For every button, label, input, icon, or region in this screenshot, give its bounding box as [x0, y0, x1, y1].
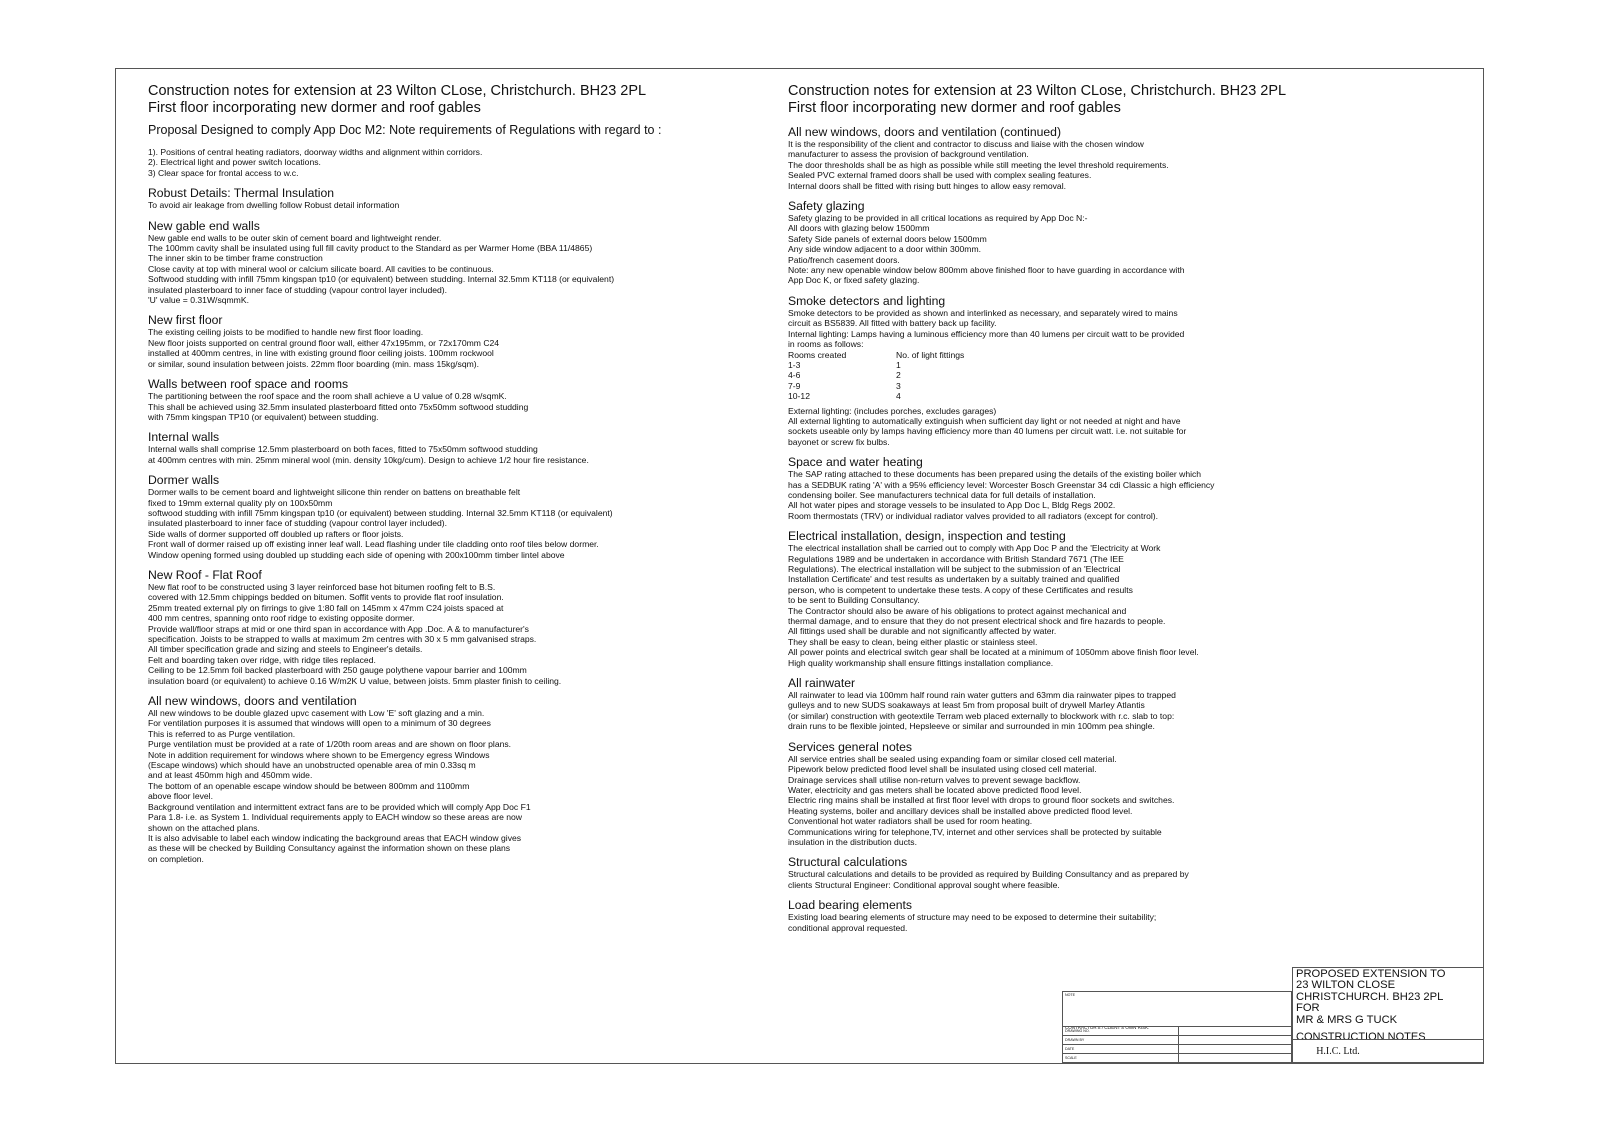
table-cell: 4: [896, 391, 901, 402]
section-line: conditional approval requested.: [788, 922, 908, 933]
section-line: at 400mm centres with min. 25mm mineral wool (min. density 10kg/cum). Design to achieve 1/2 hour fire resistance.: [148, 454, 589, 465]
notes-section: [148, 377, 748, 422]
section-line: (Escape windows) which should have an unobstructed openable area of min 0.33sq m: [148, 760, 476, 771]
table-cell: 1: [896, 359, 901, 370]
section-line: in rooms as follows:: [788, 339, 864, 350]
section-line: sockets useable only by lamps having efficiency more than 40 lumens per circuit watt. i.e. not suitable for: [788, 426, 1187, 437]
notes-section: [148, 568, 748, 686]
table-header-row: [788, 350, 1348, 360]
section-line: The SAP rating attached to these documents has been prepared using the details of the existing boiler which: [788, 469, 1202, 480]
section-line: Provide wall/floor straps at mid or one third span in accordance with App .Doc. A & to manufacturer's: [148, 623, 529, 634]
section-line: Background ventilation and intermittent extract fans are to be provided which will comply App Doc F1: [148, 801, 531, 812]
section-line: Patio/french casement doors.: [788, 254, 900, 265]
section-line: Ceiling to be 12.5mm foil backed plasterboard with 250 gauge polythene vapour barrier and 100mm: [148, 665, 527, 676]
section-line: Existing load bearing elements of structure may need to be exposed to determine their suitability;: [788, 912, 1157, 923]
notes-section: [148, 313, 748, 369]
section-line: The inner skin to be timber frame construction: [148, 253, 323, 264]
table-cell: 10-12: [788, 391, 810, 402]
notes-section: [788, 676, 1348, 732]
section-line: Communications wiring for telephone,TV, internet and other services shall be protected by suitable: [788, 826, 1162, 837]
section-line: insulation in the distribution ducts.: [788, 836, 917, 847]
grid-value: [1179, 1027, 1294, 1035]
left-column: [148, 83, 748, 864]
section-line: clients Structural Engineer: Conditional approval sought where feasible.: [788, 879, 1060, 890]
section-line: It is the responsibility of the client and contractor to discuss and liaise with the chosen window: [788, 139, 1144, 149]
project-box: [1292, 967, 1484, 1063]
section-line: Side walls of dormer supported off doubled up rafters or floor joists.: [148, 528, 404, 539]
section-line: installed at 400mm centres, in line with existing ground floor ceiling joists. 100mm rockwool: [148, 348, 494, 359]
section-line: and at least 450mm high and 450mm wide.: [148, 770, 313, 781]
section-heading: Load bearing elements: [788, 898, 912, 913]
section-line: or similar, sound insulation between joists. 22mm floor boarding (min. mass 15kg/sqm).: [148, 358, 480, 369]
section-line: Front wall of dormer raised up off existing inner leaf wall. Lead flashing under tile cladding onto roof tiles below dormer.: [148, 539, 599, 550]
section-line: To avoid air leakage from dwelling follow Robust detail information: [148, 200, 400, 211]
section-line: Smoke detectors to be provided as shown and interlinked as necessary, and separately wired to mains: [788, 307, 1178, 318]
section-line: Any side window adjacent to a door within 300mm.: [788, 244, 981, 255]
section-heading: Smoke detectors and lighting: [788, 293, 946, 308]
grid-value: [1179, 1054, 1294, 1062]
section-heading: Robust Details: Thermal Insulation: [148, 186, 335, 201]
grid-row: [1063, 1044, 1293, 1053]
section-line: insulated plasterboard to inner face of studding (vapour control layer included).: [148, 284, 448, 295]
section-heading: New first floor: [148, 313, 223, 328]
notes-section: [148, 473, 748, 560]
section-line: on completion.: [148, 853, 204, 864]
section-line: For ventilation purposes it is assumed that windows willl open to a minimum of 30 degrees: [148, 718, 491, 729]
table-row: [788, 370, 1348, 380]
section-line: circuit as BS5839. All fitted with battery back up facility.: [788, 318, 997, 329]
section-line: The 100mm cavity shall be insulated using full fill cavity product to the Standard as per Warmer Home (BBA 11/4865): [148, 243, 593, 254]
section-line: gulleys and to new SUDS soakaways at least 5m from proposal built of drywell Marley Atlantis: [788, 700, 1145, 711]
section-line: Note in addition requirement for windows where shown to be Emergency egress Windows: [148, 749, 490, 760]
table-cell: 4-6: [788, 370, 801, 381]
table-body: [788, 360, 1348, 402]
notes-section: [788, 199, 1348, 286]
project-line: FOR: [1296, 1002, 1320, 1015]
table-cell: 1-3: [788, 359, 801, 370]
right-sections: [788, 125, 1348, 350]
section-heading: Walls between roof space and rooms: [148, 377, 349, 392]
section-line: Structural calculations and details to be provided as required by Building Consultancy and as prepared by: [788, 869, 1189, 880]
project-line: PROPOSED EXTENSION TO: [1296, 968, 1446, 980]
section-line: Sealed PVC external framed doors shall be used with complex sealing features.: [788, 170, 1092, 181]
section-line: manufacturer to assess the provision of background ventilation.: [788, 149, 1029, 160]
section-line: specification. Joists to be strapped to walls at maximum 2m centres with 30 x 5 mm galvanised straps.: [148, 634, 537, 644]
notes-section: [788, 294, 1348, 350]
project-line: 23 WILTON CLOSE: [1296, 979, 1396, 992]
light-fittings-table: [788, 350, 1348, 402]
section-line: 400 mm centres, spanning onto roof ridge to existing opposite dormer.: [148, 613, 415, 624]
section-line: condensing boiler. See manufacturers technical data for full details of installation.: [788, 489, 1096, 500]
section-line: Heating systems, boiler and ancillary devices shall be installed above predicted flood level.: [788, 805, 1133, 816]
section-line: All external lighting to automatically extinguish when sufficient day light or not needed at night and have: [788, 415, 1181, 426]
page-title: Construction notes for extension at 23 Wilton CLose, Christchurch. BH23 2PL: [788, 83, 1287, 99]
section-line: Internal walls shall comprise 12.5mm plasterboard on both faces, fitted to 75x50mm softwood studding: [148, 444, 538, 455]
notes-section: [148, 430, 748, 465]
company-strip: [1293, 1039, 1483, 1062]
section-line: Felt and boarding taken over ridge, with ridge tiles replaced.: [148, 654, 376, 665]
table-header: No. of light fittings: [896, 349, 965, 360]
section-line: thermal damage, and to ensure that they do not present electrical shock and fire hazards to people.: [788, 616, 1166, 627]
section-heading: Space and water heating: [788, 455, 923, 470]
grid-row: [1063, 1053, 1293, 1062]
section-line: The door thresholds shall be as high as possible while still meeting the level threshold requirements.: [788, 159, 1169, 170]
section-line: Regulations). The electrical installation will be subject to the submission of an 'Electrical: [788, 564, 1121, 574]
section-line: (or similar) construction with geotextile Terram web placed externally to blockwork with r.c. slab to top:: [788, 710, 1175, 721]
section-line: Window opening formed using doubled up studding each side of opening with 200x100mm timber lintel above: [148, 549, 565, 560]
section-line: They shall be easy to clean, being either plastic or stainless steel.: [788, 636, 1038, 647]
section-line: person, who is competent to undertake these tests. A copy of these Certificates and results: [788, 584, 1133, 595]
section-line: New floor joists supported on central ground floor wall, either 47x195mm, or 72x170mm C24: [148, 337, 500, 348]
drawing-sheet: [115, 68, 1484, 1064]
section-line: Internal doors shall be fitted with rising butt hinges to allow easy removal.: [788, 180, 1067, 191]
section-line: This is referred to as Purge ventilation.: [148, 728, 296, 739]
section-line: Note: any new openable window below 800mm above finished floor to have guarding in accordance with: [788, 265, 1185, 276]
section-line: insulated plasterboard to inner face of studding (vapour control layer included).: [148, 518, 448, 529]
section-line: The existing ceiling joists to be modified to handle new first floor loading.: [148, 327, 424, 338]
section-heading: Structural calculations: [788, 855, 908, 870]
notes-section: [148, 694, 748, 864]
section-heading: All rainwater: [788, 676, 856, 691]
section-line: All new windows to be double glazed upvc casement with Low 'E' soft glazing and a min.: [148, 708, 485, 719]
section-line: Dormer walls to be cement board and lightweight silicone thin render on battens on breathable felt: [148, 487, 521, 498]
right-column: [788, 83, 1348, 933]
section-line: bayonet or screw fix bulbs.: [788, 436, 890, 447]
section-line: Conventional hot water radiators shall be used for room heating.: [788, 816, 1033, 827]
section-line: Safety Side panels of external doors below 1500mm: [788, 233, 987, 244]
table-header: Rooms created: [788, 349, 847, 360]
section-line: Para 1.8- i.e. as System 1. Individual requirements apply to EACH window so these areas are now: [148, 812, 523, 823]
section-heading: New gable end walls: [148, 218, 260, 233]
table-row: [788, 360, 1348, 370]
section-heading: Internal walls: [148, 430, 220, 445]
section-line: External lighting: (includes porches, excludes garages): [788, 405, 997, 416]
section-line: Purge ventilation must be provided at a rate of 1/20th room areas and are shown on floor plans.: [148, 739, 512, 750]
grid-value: [1179, 1045, 1294, 1053]
section-line: 25mm treated external ply on firrings to give 1:80 fall on 145mm x 47mm C24 joists spaced at: [148, 602, 504, 613]
section-line: All fittings used shall be durable and not significantly affected by water.: [788, 626, 1057, 637]
notes-section: [788, 740, 1348, 848]
page-subtitle: First floor incorporating new dormer and roof gables: [788, 100, 1121, 116]
proposal-item: 2). Electrical light and power switch locations.: [148, 157, 321, 168]
section-heading: Dormer walls: [148, 473, 220, 488]
section-line: All service entries shall be sealed using expanding foam or similar closed cell material.: [788, 753, 1117, 764]
grid-label: DATE: [1063, 1045, 1179, 1053]
section-heading: Safety glazing: [788, 199, 865, 214]
notes-heading: NOTE: [1065, 993, 1075, 997]
section-line: Safety glazing to be provided in all critical locations as required by App Doc N:-: [788, 213, 1088, 224]
section-line: above floor level.: [148, 791, 213, 802]
notes-section: [148, 186, 748, 210]
section-line: The partitioning between the roof space and the room shall achieve a U value of 0.28 w/sqmK.: [148, 391, 507, 402]
section-line: This shall be achieved using 32.5mm insulated plasterboard fitted onto 75x50mm softwood studding: [148, 401, 529, 412]
proposal-list: [148, 147, 748, 178]
project-line: CHRISTCHURCH. BH23 2PL: [1296, 990, 1444, 1003]
section-line: drain runs to be flexible jointed, Hepsleeve or similar and surrounded in min 100mm pea shingle.: [788, 721, 1155, 732]
grid-value: [1179, 1036, 1294, 1044]
notes-section: [788, 125, 1348, 191]
section-line: New flat roof to be constructed using 3 layer reinforced base hot bitumen roofing felt to B.S.: [148, 581, 496, 592]
section-heading: Electrical installation, design, inspection and testing: [788, 529, 1066, 544]
section-line: Water, electricity and gas meters shall be located above predicted flood level.: [788, 784, 1082, 795]
proposal-text: Proposal Designed to comply App Doc M2: Note requirements of Regulations with regard to :: [148, 123, 662, 137]
section-line: The electrical installation shall be carried out to comply with App Doc P and the 'Electricity at Work: [788, 543, 1161, 554]
grid-label: DRAWN BY: [1063, 1036, 1179, 1044]
section-line: All power points and electrical switch gear shall be located at a minimum of 1050mm above finish floor level.: [788, 647, 1199, 658]
section-line: to be sent to Building Consultancy.: [788, 595, 920, 606]
section-line: covered with 12.5mm chippings bedded on bitumen. Soffit vents to provide flat roof insulation.: [148, 592, 504, 603]
grid-label: DRAWING NO.: [1063, 1027, 1179, 1035]
section-line: insulation board (or equivalent) to achieve 0.16 W/m2K U value, between joists. 5mm plaster finish to ceiling.: [148, 675, 562, 686]
notes-section: [148, 219, 748, 306]
grid-label: SCALE: [1063, 1054, 1179, 1062]
table-row: [788, 381, 1348, 391]
section-line: Close cavity at top with mineral wool or calcium silicate board. All cavities to be continuous.: [148, 263, 494, 274]
section-line: Regulations 1989 and be undertaken in accordance with British Standard 7671 (The IEE: [788, 553, 1124, 564]
company-name: H.I.C. Ltd.: [1316, 1045, 1360, 1057]
section-heading: Services general notes: [788, 739, 912, 754]
section-line: Softwood studding with infill 75mm kingspan tp10 (or equivalent) between studding. Internal 32.5mm KT118 (or equivalent): [148, 274, 615, 285]
drawing-title: CONSTRUCTION NOTES: [1296, 1031, 1426, 1044]
section-heading: All new windows, doors and ventilation (continued): [788, 125, 1062, 139]
right-sections: [788, 455, 1348, 933]
notes-section: [788, 455, 1348, 521]
table-cell: 3: [896, 380, 901, 391]
section-line: Pipework below predicted flood level shall be insulated using closed cell material.: [788, 764, 1097, 775]
section-line: with 75mm kingspan TP10 (or equivalent) between studding.: [148, 411, 379, 422]
section-line: as these will be checked by Building Consultancy against the information shown on these plans: [148, 843, 511, 854]
grid-row: [1063, 1035, 1293, 1044]
section-line: All timber specification grade and sizing and steels to Engineer's details.: [148, 644, 423, 655]
section-line: All doors with glazing below 1500mm: [788, 223, 930, 234]
proposal-item: 3) Clear space for frontal access to w.c.: [148, 167, 299, 178]
notes-section: [788, 529, 1348, 668]
notes-section: [788, 898, 1348, 933]
notes-box: [1062, 991, 1292, 1063]
section-line: softwood studding with infill 75mm kingspan tp10 (or equivalent) between studding. Internal 32.5mm KT118 (or equivalent): [148, 507, 613, 518]
grid-row: [1063, 1026, 1293, 1035]
section-line: Drainage services shall utilise non-return valves to prevent sewage backflow.: [788, 774, 1081, 785]
section-line: All hot water pipes and storage vessels to be insulated to App Doc L, Bldg Regs 2002.: [788, 500, 1116, 511]
page-subtitle: First floor incorporating new dormer and roof gables: [148, 100, 481, 116]
section-line: The Contractor should also be aware of his obligations to protect against mechanical and: [788, 605, 1127, 616]
section-heading: All new windows, doors and ventilation: [148, 694, 357, 709]
proposal-item: 1). Positions of central heating radiators, doorway widths and alignment within corridors.: [148, 147, 483, 157]
table-row: [788, 391, 1348, 401]
table-cell: 7-9: [788, 380, 801, 391]
external-lighting-notes: [788, 406, 1348, 448]
section-line: 'U' value = 0.31W/sqmmK.: [148, 295, 249, 306]
page-title: Construction notes for extension at 23 Wilton CLose, Christchurch. BH23 2PL: [148, 83, 647, 99]
section-line: Room thermostats (TRV) or individual radiator valves provided to all radiators (except for control).: [788, 510, 1159, 521]
section-line: App Doc K, or fixed safety glazing.: [788, 275, 920, 286]
title-block: [1062, 967, 1484, 1063]
section-line: shown on the attached plans.: [148, 822, 260, 833]
section-line: It is also advisable to label each window indicating the background areas that EACH window gives: [148, 832, 522, 843]
section-line: New gable end walls to be outer skin of cement board and lightweight render.: [148, 232, 442, 243]
section-line: Internal lighting: Lamps having a luminous efficiency more than 40 lumens per circuit watt to be provided: [788, 328, 1185, 339]
notes-section: [788, 855, 1348, 890]
section-line: Installation Certificate' and test results as undertaken by a suitably trained and qualified: [788, 574, 1120, 585]
section-line: Electric ring mains shall be installed at first floor level with drops to ground floor sockets and switches.: [788, 795, 1175, 806]
section-line: All rainwater to lead via 100mm half round rain water gutters and 63mm dia rainwater pipes to trapped: [788, 690, 1176, 701]
project-line: MR & MRS G TUCK: [1296, 1013, 1398, 1026]
section-line: High quality workmanship shall ensure fittings installation compliance.: [788, 657, 1054, 668]
section-line: The bottom of an openable escape window should be between 800mm and 1100mm: [148, 780, 470, 791]
section-heading: New Roof - Flat Roof: [148, 567, 262, 582]
drawing-info-grid: [1063, 1026, 1293, 1062]
table-cell: 2: [896, 370, 901, 381]
section-line: fixed to 19mm external quality ply on 100x50mm: [148, 497, 333, 508]
left-sections: [148, 186, 748, 864]
contractor-note: CONTRACTOR'S / CLIENT'S OWN RISK.: [1065, 1025, 1150, 1030]
section-line: has a SEDBUK rating 'A' with a 95% efficiency level: Worcester Bosch Greenstar 34 cdi Classic a high efficiency: [788, 479, 1215, 490]
